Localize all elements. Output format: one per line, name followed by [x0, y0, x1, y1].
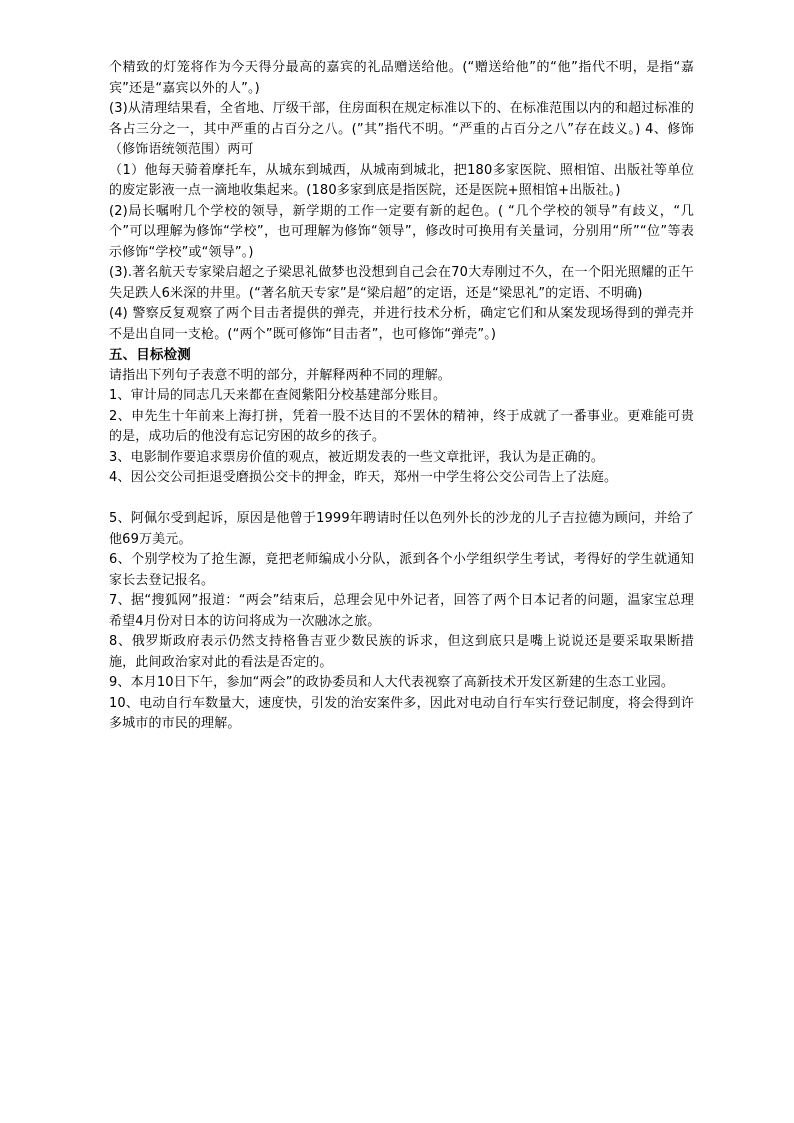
question-6: 6、个别学校为了抢生源，竟把老师编成小分队，派到各个小学组织学生考试，考得好的学生就通知家长去登记报名。 [109, 552, 694, 588]
document-page [109, 58, 694, 735]
question-10: 10、电动自行车数量大，速度快，引发的治安案件多，因此对电动自行车实行登记制度，将会得到许多城市的市民的理解。 [109, 695, 694, 731]
question-1: 1、审计局的同志几天来都在查阅紫阳分校基建部分账目。 [109, 388, 447, 403]
question-8: 8、俄罗斯政府表示仍然支持格鲁吉亚少数民族的诉求，但这到底只是嘴上说说还是要采取果断措施，此间政治家对此的看法是否定的。 [109, 634, 694, 670]
question-7: 7、据“搜狐网”报道：“两会”结束后，总理会见中外记者，回答了两个日本记者的问题，温家宝总理希望4月份对日本的访问将成为一次融冰之旅。 [109, 593, 694, 629]
question-5: 5、阿佩尔受到起诉，原因是他曾于1999年聘请时任以色列外长的沙龙的儿子吉拉德为顾问，并给了他69万美元。 [109, 511, 694, 547]
paragraph-example-3: (3)从清理结果看，全省地、厅级干部，住房面积在规定标准以下的、在标准范围以内的和超过标准的各占三分之一，其中严重的占百分之八。(”其”指代不明。“严重的占百分之八”存在歧义。) 4、修饰（修饰语统领范围）两可 [109, 101, 694, 157]
paragraph-modifier-example-1: （1）他每天骑着摩托车，从城东到城西，从城南到城北，把180多家医院、照相馆、出版社等单位的废定影液一点一滴地收集起来。(180多家到底是指医院，还是医院+照相馆+出版社。) [109, 162, 694, 198]
section-title: 五、目标检测 [109, 347, 191, 363]
paragraph-modifier-example-3: (3).著名航天专家梁启超之子梁思礼做梦也没想到自己会在70大寿刚过不久，在一个阳光照耀的正午失足跌人6米深的井里。(“著名航天专家”是“梁启超”的定语，还是“梁思礼”的定语、不明确) [109, 265, 694, 301]
paragraph-modifier-example-4: (4) 警察反复观察了两个目击者提供的弹壳，并进行技术分析，确定它们和从案发现场得到的弹壳并不是出自同一支枪。(“两个”既可修饰“目击者”，也可修饰“弹壳”。) [109, 306, 694, 342]
blank-line [109, 489, 694, 510]
paragraph-example-pronoun: 个精致的灯笼将作为今天得分最高的嘉宾的礼品赠送给他。(“赠送给他”的“他”指代不明，是指“嘉宾”还是“嘉宾以外的人”。) [109, 60, 694, 96]
question-3: 3、电影制作要追求票房价值的观点，被近期发表的一些文章批评，我认为是正确的。 [109, 449, 604, 465]
question-2: 2、申先生十年前来上海打拼，凭着一股不达目的不罢休的精神，终于成就了一番事业。更难能可贵的是，成功后的他没有忘记穷困的故乡的孩子。 [109, 408, 694, 444]
question-4: 4、因公交公司拒退受磨损公交卡的押金，昨天，郑州一中学生将公交公司告上了法庭。 [109, 470, 618, 485]
instruction-text: 请指出下列句子表意不明的部分，并解释两种不同的理解。 [109, 367, 451, 383]
question-9: 9、本月10日下午，参加“两会”的政协委员和人大代表视察了高新技术开发区新建的生态工业园。 [109, 675, 675, 690]
paragraph-modifier-example-2: (2)局长嘱咐几个学校的领导，新学期的工作一定要有新的起色。( “几个学校的领导”有歧义，“几个”可以理解为修饰“学校”，也可理解为修饰“领导”，修改时可换用有关量词，分别用“所”“位”等表示修饰“学校”或“领导”。) [109, 203, 694, 260]
